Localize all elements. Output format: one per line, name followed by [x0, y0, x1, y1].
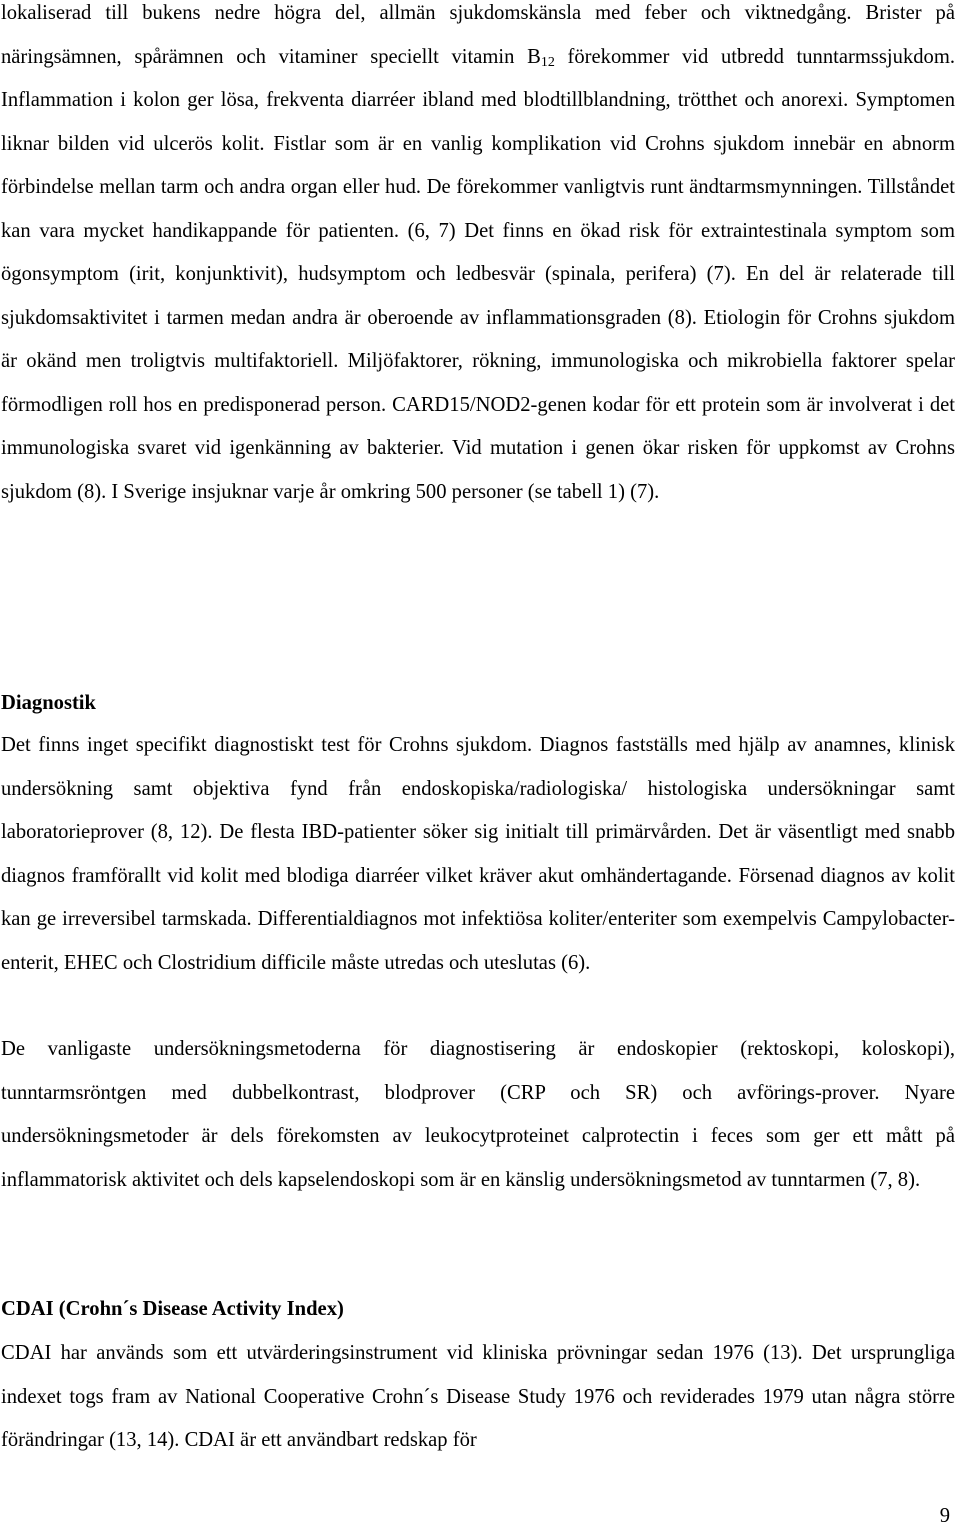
- vitamin-subscript: 12: [540, 54, 555, 70]
- page-number: 9: [939, 1505, 950, 1527]
- diagnostik-paragraph-1: Det finns inget specifikt diagnostiskt test för Crohns sjukdom. Diagnos fastställs med hjälp av anamnes, klinisk undersökning samt objektiva fynd från endoskopiska/radiologiska/ histologiska undersökningar samt laboratorieprover (8, 12). De flesta IBD-patienter söker sig initialt till primärvården. Det är väsentligt med snabb diagnos framförallt vid kolit med blodiga diarréer vilket kräver akut omhändertagande. Försenad diagnos av kolit kan ge irreversibel tarmskada. Differentialdiagnos mot infektiösa koliter/enteriter som exempelvis Campylobacter-enterit, EHEC och Clostridium difficile måste utredas och uteslutas (6).: [1, 734, 955, 974]
- intro-paragraph: [1, 0, 955, 514]
- heading-cdai: CDAI (Crohn´s Disease Activity Index): [1, 1298, 344, 1320]
- heading-diagnostik: Diagnostik: [1, 692, 96, 714]
- intro-text-part-2: förekommer vid utbredd tunntarmssjukdom. Inflammation i kolon ger lösa, frekventa diarréer ibland med blodtillblandning, trötthet och anorexi. Symptomen liknar bilden vid ulcerös kolit. Fistlar som är en vanlig komplikation vid Crohns sjukdom innebär en abnorm förbindelse mellan tarm och andra organ eller hud. De förekommer vanligtvis runt ändtarmsmynningen. Tillståndet kan vara mycket handikappande för patienten. (6, 7) Det finns en ökad risk för extraintestinala symptom som ögonsymptom (irit, konjunktivit), hudsymptom och ledbesvär (spinala, perifera) (7). En del är relaterade till sjukdomsaktivitet i tarmen medan andra är oberoende av inflammationsgraden (8). Etiologin för Crohns sjukdom är okänd men troligtvis multifaktoriell. Miljöfaktorer, rökning, immunologiska och mikrobiella faktorer spelar förmodligen roll hos en predisponerad person. CARD15/NOD2-genen kodar för ett protein som är involverat i det immunologiska svaret vid igenkänning av bakterier. Vid mutation i genen ökar risken för uppkomst av Crohns sjukdom (8). I Sverige insjuknar varje år omkring 500 personer (se tabell 1) (7).: [1, 45, 955, 503]
- diagnostik-paragraph-2: De vanligaste undersökningsmetoderna för diagnostisering är endoskopier (rektoskopi, koloskopi), tunntarmsröntgen med dubbelkontrast, blodprover (CRP och SR) och avförings-prover. Nyare undersökningsmetoder är dels förekomsten av leukocytproteinet calprotectin i feces som ger ett mått på inflammatorisk aktivitet och dels kapselendoskopi som är en känslig undersökningsmetod av tunntarmen (7, 8).: [1, 1038, 955, 1191]
- intro-text-part-1: lokaliserad till bukens nedre högra del, allmän sjukdomskänsla med feber och viktnedgång. Brister på näringsämnen, spårämnen och vitaminer speciellt vitamin B: [1, 2, 955, 68]
- cdai-paragraph: CDAI har används som ett utvärderingsinstrument vid kliniska prövningar sedan 1976 (13). Det ursprungliga indexet togs fram av National Cooperative Crohn´s Disease Study 1976 och reviderades 1979 utan några större förändringar (13, 14). CDAI är ett användbart redskap för: [1, 1342, 955, 1451]
